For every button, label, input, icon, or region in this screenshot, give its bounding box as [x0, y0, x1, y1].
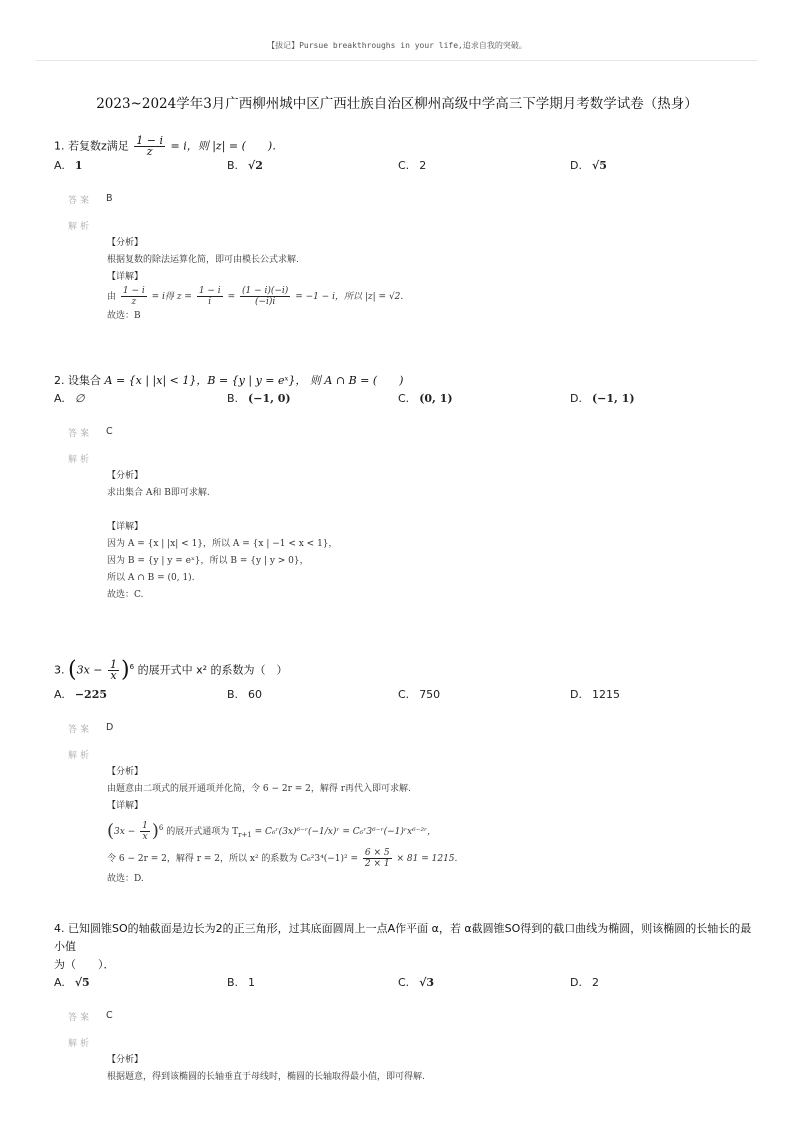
q3-exponent: 6 — [129, 663, 135, 671]
option-label: B. — [227, 976, 239, 989]
option-text: −225 — [74, 687, 108, 701]
q3-sol-general-term: = C₆ʳ(3x)⁶⁻ʳ(−1/x)ʳ = C₆ʳ3⁶⁻ʳ(−1)ʳx⁶⁻²ʳ， — [254, 826, 437, 837]
option-text: √5 — [591, 159, 607, 172]
q2-analysis-row — [54, 452, 754, 468]
option-text: 1 — [248, 976, 256, 989]
q1-analysis-row — [54, 219, 754, 235]
option-label: D. — [570, 976, 582, 989]
q2-sol-line-3: 所以 A ∩ B = (0, 1). — [107, 573, 195, 583]
q2-sol-analysis-text: 求出集合 A和 B即可求解. — [107, 488, 210, 498]
q4-analysis-row — [54, 1036, 754, 1052]
option-label: A. — [54, 687, 65, 701]
analysis-label: 解析 — [68, 222, 93, 232]
q3-sol-text: 的展开式通项为 T — [166, 826, 239, 837]
q1-answer-value: B — [106, 193, 113, 204]
q3-sol-heading-detail: 【详解】 — [107, 800, 144, 811]
q3-base: 3x − — [76, 663, 103, 677]
answer-label: 答案 — [68, 429, 93, 439]
q4-option-c[interactable] — [398, 976, 434, 989]
q3-sol-subscript: r+1 — [238, 830, 252, 839]
question-2-options — [54, 392, 754, 410]
q1-option-c[interactable] — [398, 159, 426, 172]
q3-sol-text: × 81 = 1215. — [396, 854, 458, 865]
q2-solution — [107, 468, 754, 604]
option-label: B. — [227, 159, 239, 172]
q3-sol-exponent: 6 — [158, 823, 164, 832]
q4-option-b[interactable] — [227, 976, 255, 989]
analysis-label: 解析 — [68, 1039, 93, 1049]
q1-frac-den: z — [146, 145, 153, 158]
q1-sol-text: = −1 − i，所以 |z| = √2. — [295, 292, 404, 302]
q4-stem-line-2: 为（ ）． — [54, 958, 115, 971]
option-label: D. — [570, 392, 582, 405]
q1-sol-frac-3 — [240, 286, 290, 307]
question-1-stem — [54, 136, 754, 157]
frac-num: 1 — [142, 820, 148, 831]
q3-sol-text: 令 6 − 2r = 2，解得 r = 2，所以 x² 的系数为 C₆²3⁴(−1)² = — [107, 854, 359, 865]
q3-option-c[interactable] — [398, 688, 440, 701]
q3-solution — [107, 764, 754, 889]
q3-sol-coefficient — [107, 847, 754, 871]
q3-sol-frac-coef — [363, 848, 392, 869]
paren-open: ( — [68, 657, 77, 683]
option-text: √2 — [248, 159, 263, 172]
q1-sol-frac-2 — [197, 286, 223, 307]
question-4-options — [54, 976, 754, 994]
q1-sol-text: 由 — [107, 292, 117, 302]
option-text: 2 — [419, 159, 427, 172]
q3-sol-heading-analysis: 【分析】 — [107, 766, 144, 777]
question-3-stem — [54, 652, 754, 686]
option-label: A. — [54, 159, 65, 172]
option-label: A. — [54, 976, 65, 989]
frac-num: 6 × 5 — [364, 848, 390, 859]
frac-den: i — [208, 297, 212, 307]
header-divider — [36, 60, 758, 61]
analysis-label: 解析 — [68, 455, 93, 465]
answer-label: 答案 — [68, 724, 93, 735]
q3-number: 3. — [54, 663, 65, 677]
question-1 — [54, 136, 754, 325]
frac-den: (−i)i — [254, 297, 276, 307]
q2-stem-post: 则 A ∩ B = ( ) — [309, 374, 404, 387]
option-label: C. — [398, 392, 410, 405]
frac-den: x — [142, 831, 148, 842]
q3-fraction — [108, 660, 119, 681]
q1-sol-conclusion: 故选：B — [107, 311, 141, 321]
option-text: 60 — [248, 687, 263, 701]
question-3-options — [54, 688, 754, 706]
q4-stem-line-1: 4. 已知圆锥SO的轴截面是边长为2的正三角形，过其底面圆周上一点A作平面 α，若 α截圆锥SO得到的截口曲线为椭圆，则该椭圆的长轴长的最小值 — [54, 922, 752, 953]
q2-option-b[interactable] — [227, 392, 291, 405]
option-text: √3 — [419, 976, 435, 989]
frac-den: z — [131, 297, 137, 307]
q3-option-a[interactable] — [54, 688, 107, 701]
q3-answer-value: D — [106, 721, 114, 733]
page-title: 2023~2024学年3月广西柳州城中区广西壮族自治区柳州高级中学高三下学期月考数学试卷（热身） — [96, 96, 698, 112]
q3-sol-fraction — [140, 821, 150, 842]
option-label: D. — [570, 159, 582, 172]
option-text: 2 — [591, 976, 599, 989]
q4-option-a[interactable] — [54, 976, 90, 989]
option-text: 750 — [419, 687, 441, 701]
spacer — [107, 502, 754, 519]
q4-answer-row — [54, 1010, 754, 1026]
q1-fraction — [134, 136, 165, 157]
question-4-stem — [54, 920, 754, 974]
option-label: B. — [227, 392, 239, 405]
option-label: D. — [570, 687, 582, 701]
option-label: A. — [54, 392, 65, 405]
option-text: (0, 1) — [419, 392, 453, 405]
paren-close: ) — [121, 657, 130, 683]
question-4 — [54, 920, 754, 1086]
q3-analysis-row — [54, 748, 754, 764]
question-3 — [54, 652, 754, 888]
q2-sol-heading-detail: 【详解】 — [107, 522, 144, 532]
q3-sol-analysis-text: 由题意由二项式的展开通项并化简，令 6 − 2r = 2，解得 r再代入即可求解. — [107, 783, 411, 794]
frac-num: 1 — [110, 658, 118, 672]
frac-den: 2 × 1 — [364, 859, 390, 870]
q2-option-d[interactable] — [570, 392, 635, 405]
q1-option-d[interactable] — [570, 159, 607, 172]
option-text: ∅ — [74, 392, 85, 405]
q1-sol-analysis-text: 根据复数的除法运算化简，即可由模长公式求解. — [107, 255, 299, 265]
analysis-label: 解析 — [68, 750, 93, 761]
q1-stem-post: = i，则 |z| = ( )． — [170, 139, 284, 153]
q2-option-a[interactable] — [54, 392, 84, 405]
frac-num: 1 − i — [122, 286, 145, 296]
q3-option-b[interactable] — [227, 688, 262, 701]
q2-sol-line-2: 因为 B = {y | y = eˣ}，所以 B = {y | y > 0}， — [107, 556, 309, 566]
q1-sol-heading-detail: 【详解】 — [107, 272, 144, 282]
q1-solution — [107, 235, 754, 325]
option-text: (−1, 1) — [591, 392, 635, 405]
q4-solution — [107, 1052, 754, 1086]
q1-answer-row — [54, 193, 754, 209]
q1-sol-derivation — [107, 286, 754, 308]
option-label: C. — [398, 976, 410, 989]
q4-sol-heading-analysis: 【分析】 — [107, 1055, 144, 1065]
option-text: (−1, 0) — [248, 392, 291, 405]
option-text: 1 — [74, 159, 83, 172]
q3-answer-row — [54, 722, 754, 738]
option-label: B. — [227, 687, 239, 701]
question-2-stem — [54, 372, 754, 390]
option-label: C. — [398, 159, 410, 172]
q1-sol-heading-analysis: 【分析】 — [107, 238, 144, 248]
q3-stem-post: 的展开式中 x² 的系数为（ ） — [137, 663, 288, 677]
option-label: C. — [398, 687, 410, 701]
q3-sol-conclusion: 故选：D. — [107, 874, 144, 885]
question-2 — [54, 372, 754, 604]
q1-sol-text: = — [227, 292, 236, 302]
question-1-options — [54, 159, 754, 177]
q2-stem-math: A = {x | |x| < 1}，B = {y | y = eˣ}， — [104, 374, 307, 387]
q2-answer-value: C — [106, 426, 113, 437]
q4-sol-analysis-text: 根据题意，得到该椭圆的长轴垂直于母线时，椭圆的长轴取得最小值，即可得解. — [107, 1072, 425, 1082]
frac-den: x — [110, 669, 117, 683]
frac-num: 1 − i — [198, 286, 221, 296]
paren-open: ( — [107, 820, 115, 842]
q2-sol-heading-analysis: 【分析】 — [107, 471, 144, 481]
q2-sol-conclusion: 故选：C. — [107, 590, 144, 600]
q1-sol-frac-1 — [121, 286, 147, 307]
option-text: √5 — [74, 976, 90, 989]
q1-option-a[interactable] — [54, 159, 82, 172]
paren-close: ) — [151, 820, 159, 842]
q3-sol-expansion — [107, 815, 754, 848]
q2-answer-row — [54, 426, 754, 442]
q1-option-b[interactable] — [227, 159, 263, 172]
q1-frac-num: 1 − i — [136, 134, 163, 147]
q3-sol-base: 3x − — [114, 826, 136, 837]
answer-label: 答案 — [68, 1013, 93, 1023]
option-text: 1215 — [591, 687, 620, 701]
q3-option-d[interactable] — [570, 688, 620, 701]
header-note: 【拔记】Pursue breakthroughs in your life,追求自我的突破。 — [267, 41, 527, 50]
q4-answer-value: C — [106, 1010, 113, 1021]
q1-sol-text: = i得 z = — [151, 292, 192, 302]
q1-stem-pre: 1. 若复数z满足 — [54, 139, 129, 153]
answer-label: 答案 — [68, 196, 93, 206]
q4-option-d[interactable] — [570, 976, 599, 989]
q2-option-c[interactable] — [398, 392, 453, 405]
frac-num: (1 − i)(−i) — [241, 286, 289, 296]
q2-sol-line-1: 因为 A = {x | |x| < 1}，所以 A = {x | −1 < x < 1}， — [107, 539, 338, 549]
q2-stem-pre: 2. 设集合 — [54, 374, 101, 387]
